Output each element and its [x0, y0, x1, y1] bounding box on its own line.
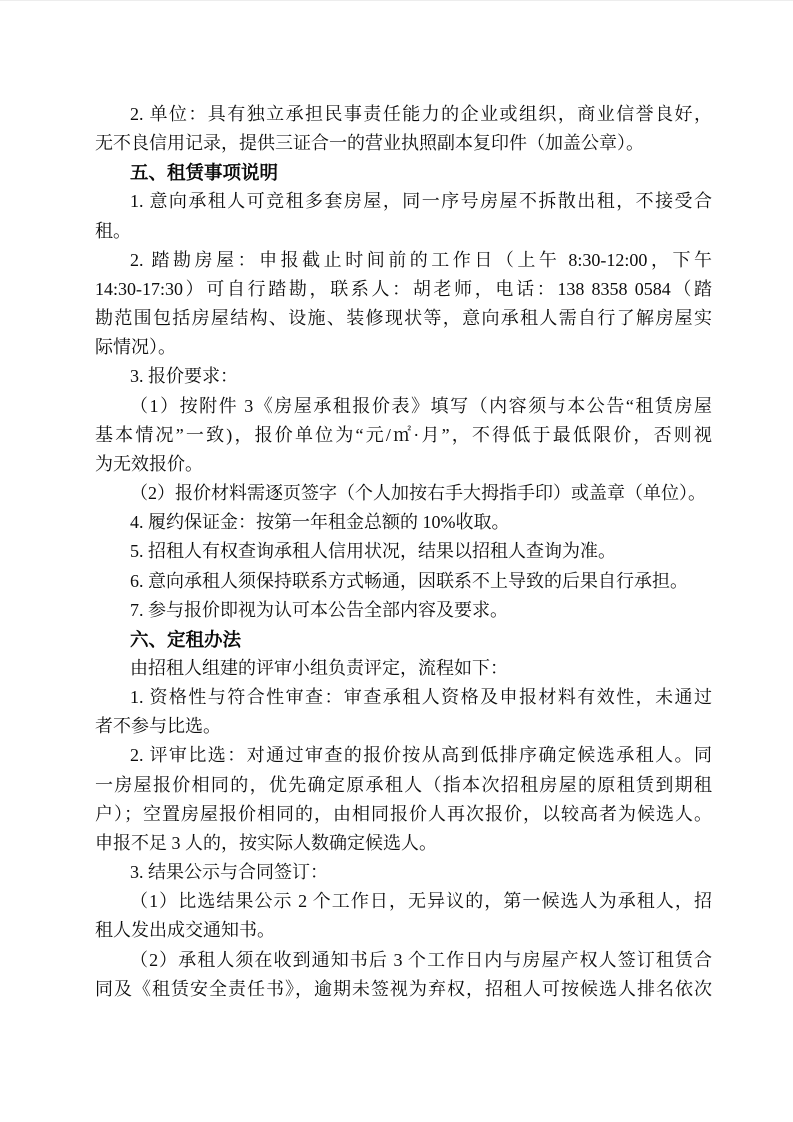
text-line: 14:30-17:30）可自行踏勘，联系人：胡老师，电话：138 8358 0584（踏 [95, 278, 712, 299]
text-line: 租。 [95, 220, 131, 241]
text-line: 3. 报价要求： [130, 366, 238, 387]
text-line: 际情况）。 [95, 337, 176, 358]
section-heading: 六、定租办法 [130, 628, 242, 650]
text-line: 2. 评审比选：对通过审查的报价按从高到低排序确定候选承租人。同 [130, 745, 712, 766]
text-line: 户）；空置房屋报价相同的，由相同报价人再次报价，以较高者为候选人。 [95, 803, 712, 824]
text-line: 同及《租赁安全责任书》，逾期未签视为弃权，招租人可按候选人排名依次 [95, 978, 712, 999]
text-line: 勘范围包括房屋结构、设施、装修现状等，意向承租人需自行了解房屋实 [95, 308, 712, 329]
text-line: （2）承租人须在收到通知书后 3 个工作日内与房屋产权人签订租赁合 [130, 949, 712, 970]
text-line: 一房屋报价相同的，优先确定原承租人（指本次招租房屋的原租赁到期租 [95, 774, 712, 795]
text-line: 3. 结果公示与合同签订： [130, 862, 328, 883]
text-line: 1. 资格性与符合性审查：审查承租人资格及申报材料有效性，未通过 [130, 687, 712, 708]
text-line: （1）比选结果公示 2 个工作日，无异议的，第一候选人为承租人，招 [130, 891, 712, 912]
text-line: （1）按附件 3《房屋承租报价表》填写（内容须与本公告“租赁房屋 [130, 395, 712, 416]
text-line: 2. 单位：具有独立承担民事责任能力的企业或组织，商业信誉良好， [130, 104, 712, 124]
text-line: 者不参与比选。 [95, 716, 221, 737]
text-line: 租人发出成交通知书。 [95, 920, 275, 941]
text-line: 申报不足 3 人的，按实际人数确定候选人。 [95, 832, 437, 853]
text-line: 5. 招租人有权查询承租人信用状况，结果以招租人查询为准。 [130, 541, 616, 562]
text-line: 7. 参与报价即视为认可本公告全部内容及要求。 [130, 599, 508, 620]
document-body [95, 100, 712, 1004]
text-line: 4. 履约保证金：按第一年租金总额的 10%收取。 [130, 512, 510, 533]
text-line: 6. 意向承租人须保持联系方式畅通，因联系不上导致的后果自行承担。 [130, 570, 688, 591]
text-line: （2）报价材料需逐页签字（个人加按右手大拇指手印）或盖章（单位）。 [130, 483, 706, 504]
text-line: 2. 踏勘房屋：申报截止时间前的工作日（上午 8:30-12:00，下午 [130, 249, 712, 270]
text-line: 由招租人组建的评审小组负责评定，流程如下： [130, 657, 508, 678]
text-line: 1. 意向承租人可竞租多套房屋，同一序号房屋不拆散出租，不接受合 [130, 191, 712, 212]
text-line: 基本情况”一致)，报价单位为“元/㎡·月”，不得低于最低限价，否则视 [95, 424, 712, 445]
text-line: 无不良信用记录，提供三证合一的营业执照副本复印件（加盖公章）。 [95, 133, 644, 154]
section-heading: 五、租赁事项说明 [130, 162, 279, 184]
text-line: 为无效报价。 [95, 453, 203, 474]
